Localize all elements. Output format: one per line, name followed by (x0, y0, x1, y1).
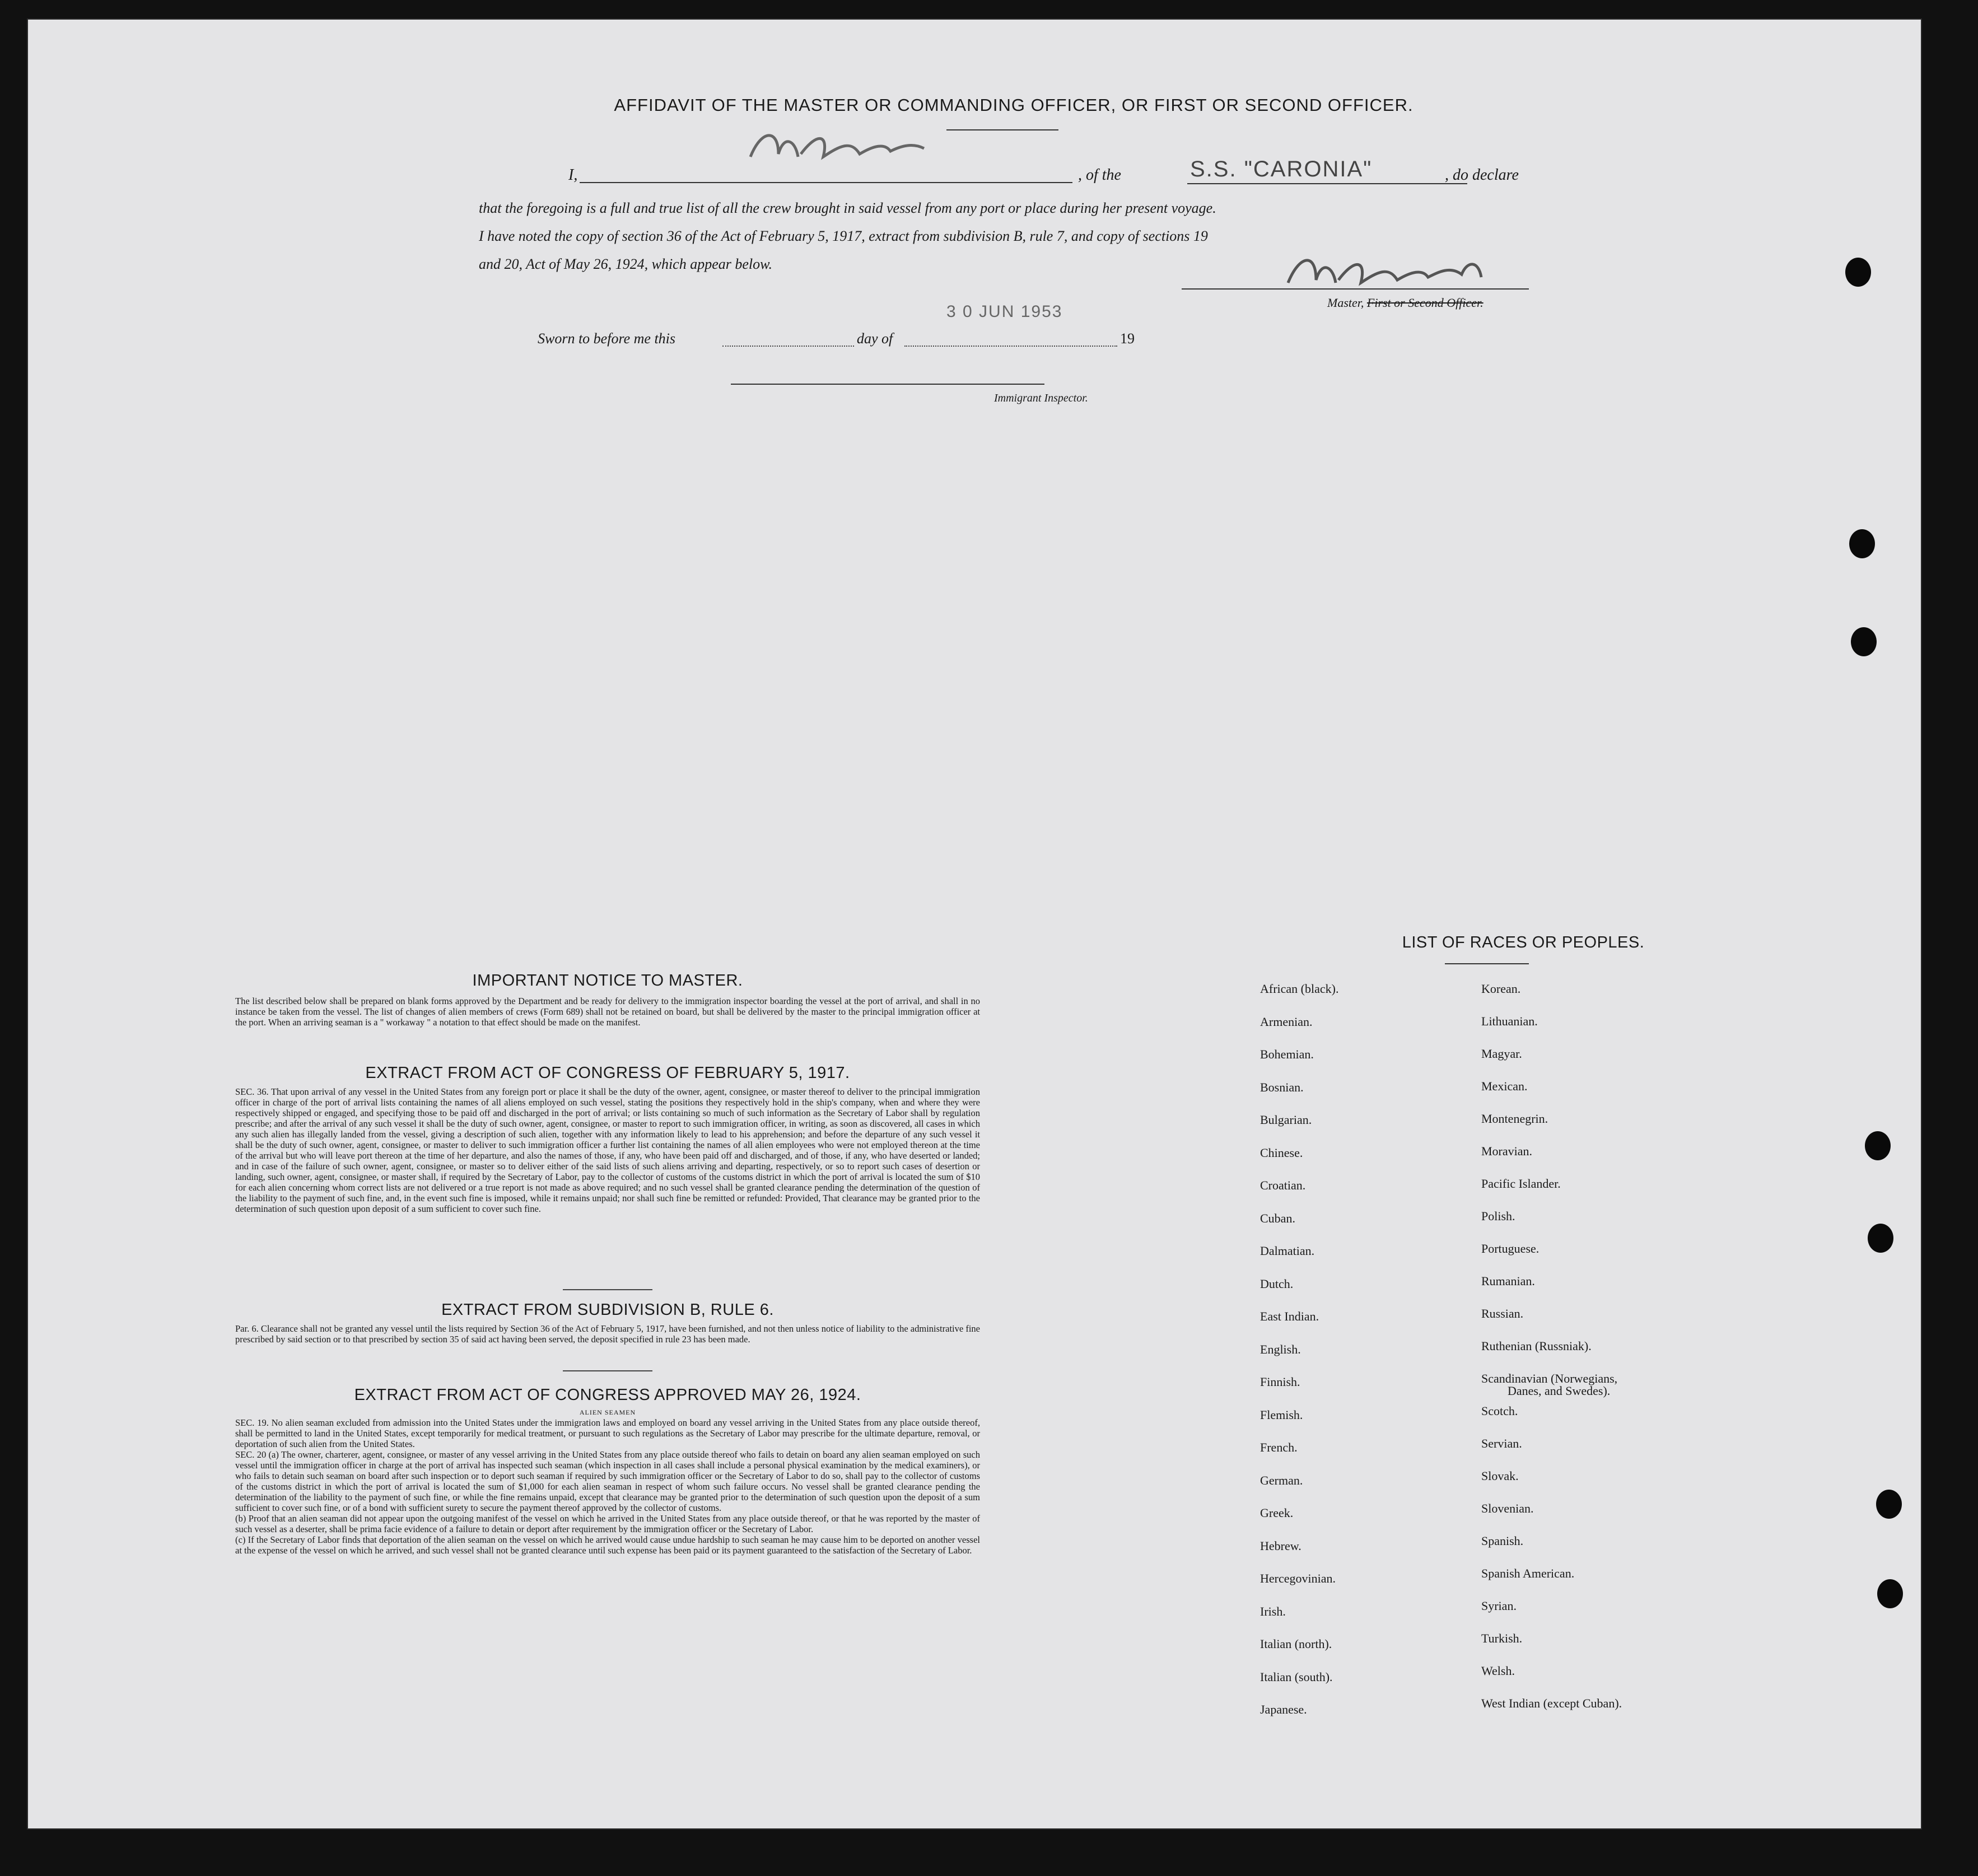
extract-1917-body: SEC. 36. That upon arrival of any vessel in the United States from any foreign port or place it shall be the duty of the owner, agent, consignee, or master thereof to deliver to the principal immigration officer in charge of the port of arrival lists containing the names of all aliens employed on such vessel, stating the positions they respectively hold in the ship's company, when and where they were respectively shipped or engaged, and specifying those to be paid off and discharged in the port of arrival; or lists containing so much of such information as the Secretary of Labor shall by regulation prescribe; and after the arrival of any such vessel it shall be the duty of such owner, agent, consignee, or master to report to such immigration officer, in writing, as soon as discovered, all cases in which any such alien has illegally landed from the vessel, giving a description of such alien, together with any information likely to lead to his apprehension; and before the departure of any such vessel it shall be the duty of such owner, agent, consignee, or master to deliver to such immigration officer a further list containing the names of all alien employees who were not employed thereon at the time of the arrival but who will leave port thereon at the time of her departure, and also the names of those, if any, who have been paid off and discharged, and of those, if any, who have deserted or landed; and in case of the failure of such owner, agent, consignee, or master so to deliver either of the said lists of such aliens arriving and departing, respectively, or so to report such cases of desertion or landing, such owner, agent, consignee, or master shall, if required by the Secretary of Labor, pay to the collector of customs of the customs district in which the port of arrival is located the sum of $10 for each alien concerning whom correct lists are not delivered or a true report is not made as above required; and no such vessel shall be granted clearance pending the determination of the question of the liability to the payment of such fine, and, in the event such fine is imposed, while it remains unpaid; nor shall such fine be remitted or refunded: Provided, That clearance may be granted prior to the determination of such question upon deposit of a sum sufficient to cover such fine. (235, 1086, 980, 1214)
race-item: Armenian. (1260, 1014, 1313, 1029)
punch-hole (1877, 1579, 1903, 1608)
race-item: Flemish. (1260, 1407, 1303, 1422)
race-item: Bulgarian. (1260, 1113, 1312, 1127)
race-item: Spanish American. (1481, 1566, 1575, 1580)
sec19-text: SEC. 19. No alien seaman excluded from admission into the United States under the immigration laws and employed on board any vessel arriving in the United States from any place outside thereof, shall be permitted to land in the United States, except temporarily for medical treatment, or pursuant to such regulations as the Secretary of Labor may prescribe for the ultimate departure, removal, or deportation of such alien from the United States. (235, 1417, 980, 1449)
sec20b-text: (b) Proof that an alien seaman did not appear upon the outgoing manifest of the vessel on which he arrived in the United States from any place outside thereof, or that he was reported by the master of such vessel as a deserter, shall be prima facie evidence of a failure to detain or deport after requirement by the immigration officer or the Secretary of Labor. (235, 1513, 980, 1534)
race-item: Mexican. (1481, 1079, 1528, 1093)
extract-1924-body (235, 1417, 980, 1556)
race-item: Servian. (1481, 1436, 1522, 1450)
i-label: I, (568, 166, 578, 184)
race-item: Welsh. (1481, 1664, 1515, 1678)
race-item: Russian. (1481, 1306, 1524, 1320)
race-item: Finnish. (1260, 1375, 1300, 1389)
title-underline (946, 129, 1058, 130)
race-item: English. (1260, 1342, 1301, 1356)
declaration-line-3: and 20, Act of May 26, 1924, which appear below. (479, 256, 773, 272)
ship-name-line (1187, 183, 1467, 184)
master-label: Master, (1327, 296, 1364, 310)
race-item: Italian (north). (1260, 1637, 1332, 1651)
race-item: Slovak. (1481, 1469, 1519, 1483)
section-divider (563, 1289, 652, 1290)
race-item: Irish. (1260, 1604, 1286, 1618)
race-item: Ruthenian (Russniak). (1481, 1339, 1592, 1353)
date-stamp: 3 0 JUN 1953 (946, 302, 1063, 321)
race-item: East Indian. (1260, 1309, 1319, 1323)
race-item: Danes, and Swedes). (1508, 1384, 1611, 1398)
punch-hole (1849, 529, 1875, 558)
race-item: West Indian (except Cuban). (1481, 1696, 1622, 1710)
year-prefix: 19 (1120, 330, 1135, 347)
sworn-day-line[interactable] (722, 346, 854, 347)
race-item: Dalmatian. (1260, 1244, 1315, 1258)
inspector-signature-line[interactable] (731, 384, 1044, 385)
race-item: German. (1260, 1473, 1303, 1487)
race-item: African (black). (1260, 982, 1339, 996)
declaration-line-1: that the foregoing is a full and true list of all the crew brought in said vessel from any port or place during her present voyage. (479, 200, 1216, 216)
race-item: Korean. (1481, 982, 1521, 996)
race-item: Montenegrin. (1481, 1112, 1548, 1126)
punch-hole (1876, 1490, 1902, 1519)
punch-hole (1865, 1131, 1891, 1160)
notice-body: The list described below shall be prepared on blank forms approved by the Department and be ready for delivery to the immigration inspector boarding the vessel at the port of arrival, and shall in no instance be taken from the vessel. The list of changes of alien members of crews (Form 689) shall not be retained on board, but shall be delivered by the master to the principal immigration officer at the port. When an arriving seaman is a " workaway " a notation to that effect should be made on the manifest. (235, 996, 980, 1028)
punch-hole (1868, 1224, 1893, 1253)
declarant-name-line[interactable] (580, 182, 1072, 183)
struck-officer-label: First or Second Officer. (1366, 296, 1484, 310)
race-item: Hercegovinian. (1260, 1571, 1336, 1585)
race-item: Slovenian. (1481, 1501, 1534, 1515)
ship-name-stamp: S.S. "CARONIA" (1190, 157, 1373, 181)
races-title-underline (1445, 963, 1529, 964)
race-item: Portuguese. (1481, 1242, 1540, 1256)
race-item: French. (1260, 1440, 1298, 1454)
race-item: Chinese. (1260, 1145, 1303, 1160)
master-signature-line (1182, 288, 1529, 290)
extract-1924-title: EXTRACT FROM ACT OF CONGRESS APPROVED MAY 26, 1924. (354, 1386, 861, 1404)
race-item: Magyar. (1481, 1047, 1522, 1061)
notice-title: IMPORTANT NOTICE TO MASTER. (472, 972, 743, 990)
race-item: Moravian. (1481, 1144, 1533, 1158)
race-item: Syrian. (1481, 1599, 1517, 1613)
race-item: Cuban. (1260, 1211, 1295, 1225)
rule6-body: Par. 6. Clearance shall not be granted any vessel until the lists required by Section 36 of the Act of February 5, 1917, have been furnished, and not then unless notice of liability to the administrative fine prescribed by said section or to that prescribed by section 35 of said act having been served, the deposit specified in rule 23 has been made. (235, 1323, 980, 1345)
document-page (28, 20, 1921, 1828)
master-title (1327, 296, 1484, 310)
rule6-title: EXTRACT FROM SUBDIVISION B, RULE 6. (441, 1301, 774, 1319)
of-the-label: , of the (1078, 166, 1121, 184)
race-item: Japanese. (1260, 1702, 1307, 1716)
punch-hole (1845, 258, 1871, 287)
master-signature-top (745, 123, 946, 174)
race-item: Polish. (1481, 1209, 1515, 1223)
punch-hole (1851, 627, 1877, 656)
do-declare-label: , do declare (1445, 166, 1519, 184)
race-item: Rumanian. (1481, 1274, 1535, 1288)
race-item: Bosnian. (1260, 1080, 1304, 1094)
race-item: Greek. (1260, 1506, 1294, 1520)
sec20c-text: (c) If the Secretary of Labor finds that deportation of the alien seaman on the vessel on which he arrived would cause undue hardship to such seaman he may cause him to be deported on another vessel at the expense of the vessel on which he arrived, and such vessel shall not be granted clearance until such expense has been paid or its payment guaranteed to the satisfaction of the Secretary of Labor. (235, 1534, 980, 1556)
declaration-line-2: I have noted the copy of section 36 of the Act of February 5, 1917, extract from subdivision B, rule 7, and copy of sections 19 (479, 228, 1208, 244)
affidavit-title: AFFIDAVIT OF THE MASTER OR COMMANDING OFFICER, OR FIRST OR SECOND OFFICER. (614, 95, 1413, 115)
sworn-month-line[interactable] (904, 346, 1117, 347)
race-item: Scotch. (1481, 1404, 1518, 1418)
race-item: Scandinavian (Norwegians, (1481, 1371, 1618, 1385)
race-item: Italian (south). (1260, 1669, 1333, 1684)
race-item: Pacific Islander. (1481, 1177, 1561, 1191)
section-divider (563, 1370, 652, 1371)
races-title: LIST OF RACES OR PEOPLES. (1402, 934, 1645, 951)
race-item: Turkish. (1481, 1631, 1523, 1645)
sworn-label: Sworn to before me this (538, 330, 676, 347)
race-item: Bohemian. (1260, 1047, 1314, 1061)
race-item: Hebrew. (1260, 1538, 1301, 1553)
extract-1917-title: EXTRACT FROM ACT OF CONGRESS OF FEBRUARY 5, 1917. (365, 1064, 850, 1082)
race-item: Croatian. (1260, 1178, 1306, 1192)
sec20a-text: SEC. 20 (a) The owner, charterer, agent, consignee, or master of any vessel arriving in the United States from any place outside thereof who fails to detain on board any alien seaman employed on such vessel until the immigration officer in charge at the port of arrival has inspected such seaman (which inspection in all cases shall include a personal physical examination by the medical examiners), or who fails to detain such seaman on board after such inspection or to deport such seaman if required by such immigration officer or the Secretary of Labor to do so, shall pay to the collector of customs of the customs district in which the port of arrival is located the sum of $1,000 for each alien seaman in respect of whom such failure occurs. No vessel shall be granted clearance pending the determination of the liability to the payment of such fine, or while the fine remains unpaid, except that clearance may be granted prior to the determination of such question upon the deposit of a sum sufficient to cover such fine, or of a bond with sufficient surety to secure the payment thereof approved by the collector of customs. (235, 1449, 980, 1513)
day-of-label: day of (857, 330, 893, 347)
race-item: Lithuanian. (1481, 1014, 1538, 1028)
inspector-label: Immigrant Inspector. (994, 392, 1088, 404)
race-item: Spanish. (1481, 1534, 1524, 1548)
race-item: Dutch. (1260, 1276, 1294, 1291)
alien-seamen-subtitle: ALIEN SEAMEN (579, 1408, 636, 1416)
